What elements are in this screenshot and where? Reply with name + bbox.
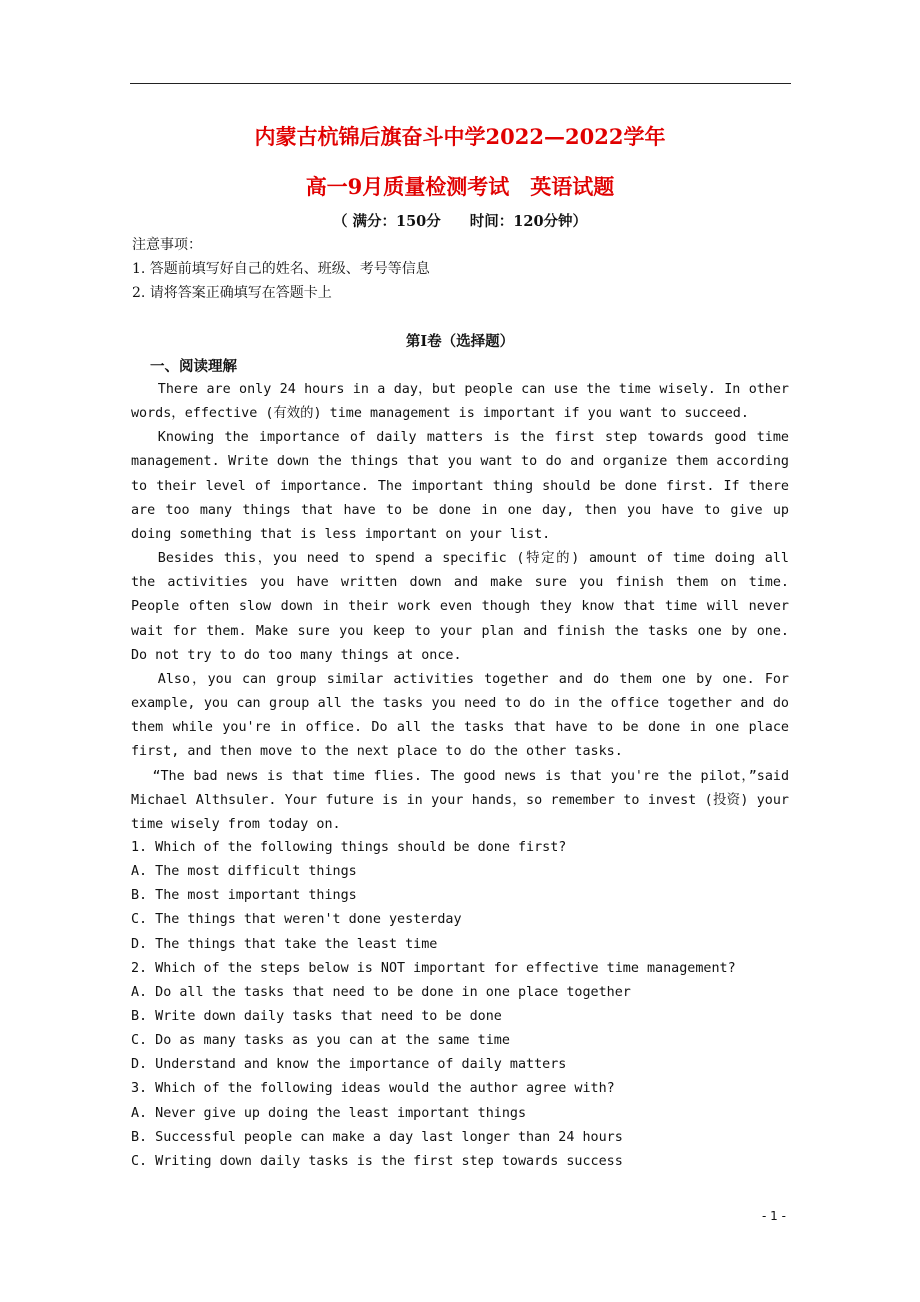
questions (131, 836, 811, 1174)
question-3-stem: 3. Which of the following ideas would the author agree with? (131, 1081, 615, 1097)
passage-paragraph-4: Also，you can group similar activities together and do them one by one. For example, you can group all the tasks you need to do in the office together and do them while you're in office. Do all the tasks that have to be done in one place first, and then move to the next place to do the other tasks. (131, 671, 789, 760)
notes-item-1: 1. 答题前填写好自己的姓名、班级、考号等信息 (132, 261, 430, 277)
passage-paragraph-5: “The bad news is that time flies. The good news is that you're the pilot，”said Michael Althsuler. Your future is in your hands，so remember to invest (投资) your time wisely from today on. (131, 768, 789, 832)
section-heading: 一、阅读理解 (150, 358, 237, 375)
question-2-option-a: A. Do all the tasks that need to be done in one place together (131, 984, 631, 1000)
question-1-option-c: C. The things that weren't done yesterday (131, 912, 462, 928)
question-1-option-a: A. The most difficult things (131, 864, 357, 880)
question-3-option-c: C. Writing down daily tasks is the first step towards success (131, 1153, 623, 1169)
question-3-option-b: B. Successful people can make a day last longer than 24 hours (131, 1129, 623, 1145)
exam-title-line1: 内蒙古杭锦后旗奋斗中学2022—2022学年 (254, 124, 666, 149)
part-heading: 第Ⅰ卷（选择题） (405, 333, 515, 350)
passage-paragraph-2: Knowing the importance of daily matters is the first step towards good time management. Write down the things that you want to do and organize them according to their level of importance. The important thing should be done first. If there are too many things that have to be done in one day, then you have to give up doing something that is less important on your list. (131, 430, 789, 542)
question-2-stem: 2. Which of the steps below is NOT important for effective time management? (131, 960, 736, 976)
header-rule (130, 83, 791, 84)
passage-paragraph-3: Besides this，you need to spend a specific (特定的) amount of time doing all the activities you have written down and make sure you finish them on time. People often slow down in their work even though they know that time will never wait for them. Make sure you keep to your plan and finish the tasks one by one. Do not try to do too many things at once. (131, 551, 789, 663)
page-number: - 1 - (762, 1209, 786, 1223)
question-2-option-d: D. Understand and know the importance of daily matters (131, 1057, 567, 1073)
question-1-option-b: B. The most important things (131, 888, 357, 904)
notes-item-2: 2. 请将答案正确填写在答题卡上 (132, 285, 332, 301)
question-3-option-a: A. Never give up doing the least important things (131, 1105, 527, 1121)
notes-heading: 注意事项： (132, 237, 202, 253)
passage-paragraph-1: There are only 24 hours in a day，but people can use the time wisely. In other words，effective (有效的) time management is important if you want to succeed. (131, 382, 789, 422)
exam-title-line2: 高一9月质量检测考试 英语试题 (305, 174, 615, 199)
question-1-option-d: D. The things that take the least time (131, 936, 438, 952)
question-2-option-c: C. Do as many tasks as you can at the same time (131, 1033, 510, 1049)
question-1-stem: 1. Which of the following things should be done first? (131, 840, 567, 855)
question-2-option-b: B. Write down daily tasks that need to be done (131, 1008, 502, 1024)
reading-passage (131, 378, 789, 837)
exam-score-time: （ 满分：150分 时间：120分钟） (332, 213, 588, 230)
